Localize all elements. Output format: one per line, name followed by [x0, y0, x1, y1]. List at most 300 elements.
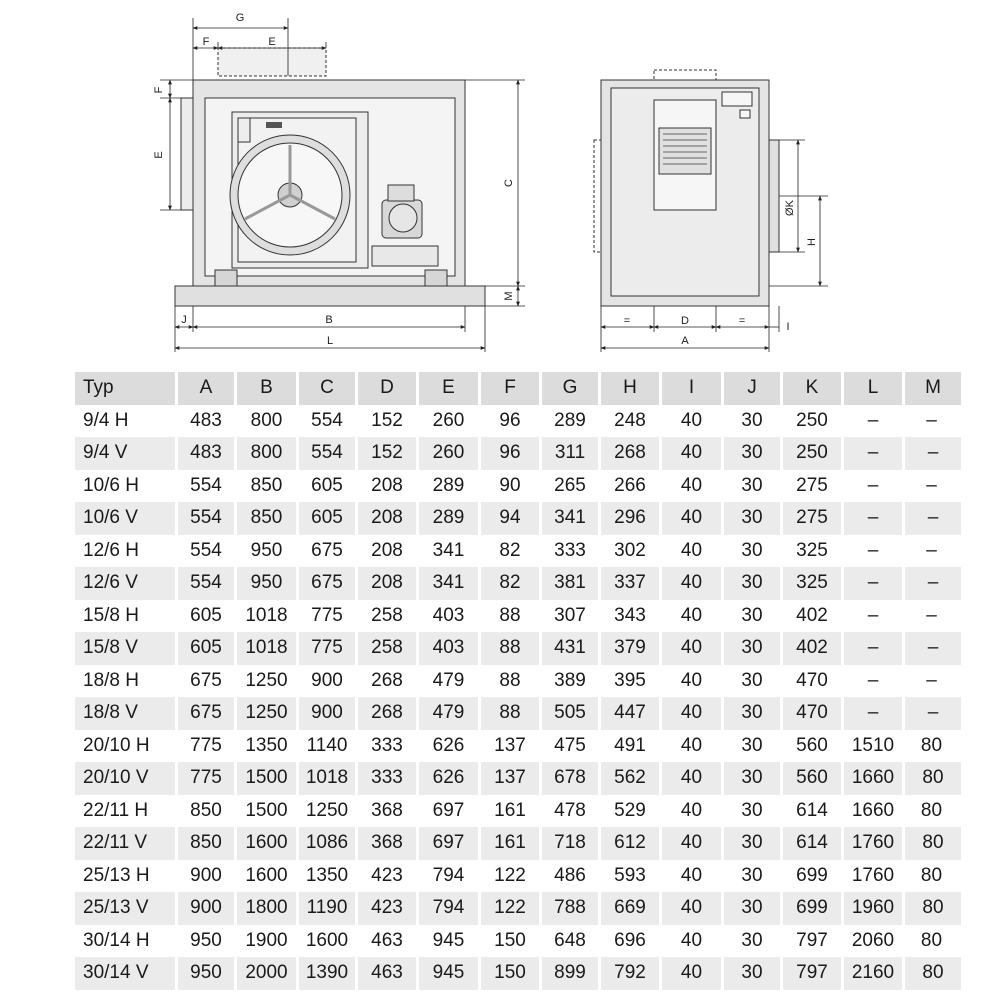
- table-cell: 1500: [245, 799, 288, 821]
- table-cell: 1660: [851, 799, 895, 821]
- table-cell: 258: [371, 604, 403, 626]
- table-cell: 505: [542, 697, 601, 730]
- table-cell: 289: [554, 409, 586, 431]
- table-cell: 800: [237, 437, 299, 470]
- table-cell-typ: 18/8 V: [75, 697, 178, 730]
- dim-label-F: F: [202, 36, 210, 48]
- table-cell: 268: [358, 697, 419, 730]
- table-cell: 82: [481, 567, 542, 600]
- table-row: [75, 795, 961, 828]
- table-cell: 626: [432, 734, 465, 756]
- top-outlet: [218, 48, 326, 76]
- table-cell: 311: [542, 437, 601, 470]
- table-cell: 30: [741, 474, 763, 496]
- table-cell: –: [867, 409, 879, 431]
- table-cell: 333: [358, 762, 419, 795]
- table-cell: 30: [741, 539, 763, 561]
- table-cell: –: [905, 567, 961, 600]
- dim-label-F-vertical: F: [153, 86, 165, 94]
- table-cell: 40: [662, 892, 724, 925]
- table-row: [75, 502, 961, 535]
- dim-label-B: B: [325, 314, 333, 326]
- table-cell: 697: [419, 827, 481, 860]
- table-cell: 40: [680, 409, 703, 431]
- table-cell: 2160: [844, 957, 905, 990]
- table-cell: 423: [371, 864, 403, 886]
- table-cell: 612: [601, 827, 662, 860]
- table-cell: –: [926, 474, 937, 496]
- table-cell: 341: [432, 539, 465, 561]
- table-cell: 208: [358, 502, 419, 535]
- table-cell: 80: [920, 799, 943, 821]
- table-cell: 900: [311, 669, 343, 691]
- table-cell: 40: [680, 669, 703, 691]
- table-cell: 788: [542, 892, 601, 925]
- table-cell: 30: [724, 502, 783, 535]
- table-cell: 605: [190, 604, 222, 626]
- table-cell: 94: [481, 502, 542, 535]
- table-row: [75, 535, 961, 568]
- table-cell: –: [867, 539, 879, 561]
- front-view: [594, 70, 779, 306]
- table-cell: 80: [920, 929, 943, 951]
- table-cell: 675: [178, 697, 237, 730]
- table-cell: 950: [178, 957, 237, 990]
- table-cell: 423: [358, 892, 419, 925]
- table-cell: 368: [358, 827, 419, 860]
- table-cell: 1250: [237, 697, 299, 730]
- column-header-a: A: [178, 372, 237, 405]
- table-cell: 88: [499, 604, 521, 626]
- table-cell: 289: [432, 474, 465, 496]
- dim-label-eq-left: =: [623, 315, 631, 327]
- table-cell: 40: [662, 632, 724, 665]
- table-cell: 1018: [237, 632, 299, 665]
- dim-label-J: J: [181, 314, 187, 326]
- table-cell: –: [905, 632, 961, 665]
- inlet-flange: [181, 98, 193, 210]
- table-cell: 699: [796, 864, 828, 886]
- table-cell: 675: [190, 669, 222, 691]
- table-cell: 560: [796, 734, 828, 756]
- table-cell: 325: [783, 567, 844, 600]
- table-cell: 402: [796, 604, 828, 626]
- table-cell: 463: [371, 929, 403, 951]
- table-cell: 554: [178, 567, 237, 600]
- dim-label-M: M: [503, 291, 515, 301]
- table-cell: 1660: [844, 762, 905, 795]
- table-cell: 554: [190, 474, 222, 496]
- table-cell: 30: [724, 957, 783, 990]
- table-cell-typ: 25/13 V: [75, 892, 178, 925]
- column-header-h: H: [601, 372, 662, 405]
- table-cell: 30: [724, 892, 783, 925]
- table-cell: 381: [542, 567, 601, 600]
- table-cell: 850: [178, 827, 237, 860]
- table-cell: 302: [614, 539, 646, 561]
- table-cell: –: [926, 539, 937, 561]
- table-cell: 605: [311, 474, 343, 496]
- table-cell: –: [844, 437, 905, 470]
- table-cell: 88: [481, 632, 542, 665]
- table-cell: 794: [432, 864, 465, 886]
- table-cell: 161: [494, 799, 526, 821]
- table-header-row: [75, 372, 961, 405]
- table-cell-typ: 9/4 V: [75, 437, 178, 470]
- table-cell: 483: [190, 409, 222, 431]
- table-cell: 605: [299, 502, 358, 535]
- table-cell: 82: [499, 539, 521, 561]
- table-cell: 945: [419, 957, 481, 990]
- column-header-c: C: [299, 372, 358, 405]
- table-cell: 325: [796, 539, 828, 561]
- table-cell: 80: [905, 762, 961, 795]
- table-cell: 161: [481, 827, 542, 860]
- table-row: [75, 470, 961, 503]
- table-cell: 479: [432, 669, 465, 691]
- table-row: [75, 437, 961, 470]
- table-cell-typ: 22/11 H: [83, 799, 149, 821]
- column-header-i: I: [662, 372, 724, 405]
- table-cell: 250: [796, 409, 828, 431]
- table-row: [75, 892, 961, 925]
- table-cell: 208: [371, 539, 403, 561]
- table-cell: 30: [724, 437, 783, 470]
- table-cell: 560: [783, 762, 844, 795]
- table-cell: 80: [905, 892, 961, 925]
- table-cell: 296: [601, 502, 662, 535]
- table-cell-typ: 9/4 H: [83, 409, 129, 431]
- table-cell: 562: [601, 762, 662, 795]
- table-cell: 403: [419, 632, 481, 665]
- table-cell-typ: 20/10 V: [75, 762, 178, 795]
- table-cell: 268: [371, 669, 403, 691]
- table-cell: –: [926, 604, 937, 626]
- table-cell: 1800: [237, 892, 299, 925]
- table-cell: 96: [481, 437, 542, 470]
- table-cell: 402: [783, 632, 844, 665]
- table-cell: 1250: [305, 799, 349, 821]
- table-cell: –: [926, 409, 937, 431]
- table-cell: 1760: [844, 827, 905, 860]
- table-cell: 40: [680, 539, 703, 561]
- table-cell: 122: [481, 892, 542, 925]
- table-row: [75, 730, 961, 763]
- column-header-m: M: [905, 372, 961, 405]
- table-cell: 1350: [305, 864, 349, 886]
- table-cell: 554: [190, 539, 222, 561]
- table-cell: 80: [905, 957, 961, 990]
- table-cell: 797: [796, 929, 828, 951]
- table-cell: 1600: [305, 929, 349, 951]
- table-row: [75, 697, 961, 730]
- table-row: [75, 762, 961, 795]
- dim-label-E: E: [268, 36, 276, 48]
- table-cell: 30: [741, 864, 763, 886]
- table-cell: 1350: [245, 734, 288, 756]
- table-cell: 307: [554, 604, 586, 626]
- table-cell: 368: [371, 799, 403, 821]
- table-cell: –: [867, 669, 879, 691]
- table-cell: 800: [250, 409, 283, 431]
- table-cell: 40: [662, 502, 724, 535]
- table-cell: 1900: [245, 929, 288, 951]
- table-cell: 491: [614, 734, 646, 756]
- table-cell: 90: [499, 474, 521, 496]
- table-cell: –: [844, 502, 905, 535]
- table-cell: 900: [299, 697, 358, 730]
- table-cell: 268: [601, 437, 662, 470]
- table-cell: 40: [662, 567, 724, 600]
- table-cell: 258: [358, 632, 419, 665]
- table-cell: 900: [178, 892, 237, 925]
- table-cell: 1600: [245, 864, 288, 886]
- column-header-b: B: [237, 372, 299, 405]
- dim-label-L: L: [326, 335, 334, 347]
- column-header-d: D: [358, 372, 419, 405]
- table-cell: 648: [554, 929, 586, 951]
- table-cell: 40: [662, 762, 724, 795]
- table-cell: 260: [432, 409, 465, 431]
- table-cell: 1190: [299, 892, 358, 925]
- table-cell: 30: [741, 799, 763, 821]
- table-cell: 152: [358, 437, 419, 470]
- table-cell: 554: [311, 409, 343, 431]
- side-view: [175, 48, 485, 306]
- table-cell: 475: [554, 734, 586, 756]
- column-header-typ: Typ: [75, 372, 178, 405]
- table-cell: 593: [614, 864, 646, 886]
- table-cell: 337: [601, 567, 662, 600]
- table-cell-typ: 20/10 H: [83, 734, 150, 756]
- table-cell: 40: [662, 957, 724, 990]
- dim-label-E-vertical: E: [153, 151, 165, 159]
- table-cell: 479: [419, 697, 481, 730]
- table-cell: 403: [432, 604, 465, 626]
- dim-label-eq-right: =: [738, 315, 746, 327]
- table-row: [75, 827, 961, 860]
- table-cell: 1500: [237, 762, 299, 795]
- table-cell: 96: [499, 409, 521, 431]
- table-cell: 30: [741, 734, 763, 756]
- table-cell: 718: [542, 827, 601, 860]
- column-header-f: F: [481, 372, 542, 405]
- table-cell: 379: [601, 632, 662, 665]
- table-cell: 431: [542, 632, 601, 665]
- table-cell: 1760: [851, 864, 895, 886]
- table-cell: 900: [190, 864, 222, 886]
- table-cell: 88: [481, 697, 542, 730]
- table-cell: 775: [299, 632, 358, 665]
- table-cell: 775: [311, 604, 343, 626]
- table-cell: 850: [250, 474, 283, 496]
- table-row: [75, 600, 961, 633]
- table-cell: 470: [796, 669, 828, 691]
- dim-label-A: A: [681, 335, 689, 347]
- table-cell: 341: [542, 502, 601, 535]
- table-cell: –: [905, 697, 961, 730]
- table-cell: 80: [920, 864, 943, 886]
- front-top-outlet: [654, 70, 716, 80]
- side-base: [175, 286, 485, 306]
- table-row: [75, 925, 961, 958]
- table-cell-typ: 25/13 H: [83, 864, 150, 886]
- table-cell: 775: [190, 734, 222, 756]
- table-row: [75, 860, 961, 893]
- dim-label-G: G: [235, 12, 245, 24]
- table-cell: 554: [299, 437, 358, 470]
- table-cell: 850: [190, 799, 222, 821]
- table-cell: 1250: [245, 669, 288, 691]
- table-cell: 80: [920, 734, 943, 756]
- dim-label-C: C: [503, 179, 515, 187]
- column-header-j: J: [724, 372, 783, 405]
- table-cell: –: [926, 669, 937, 691]
- table-cell: 80: [905, 827, 961, 860]
- table-cell: 699: [783, 892, 844, 925]
- column-header-e: E: [419, 372, 481, 405]
- table-cell: 1510: [851, 734, 895, 756]
- table-cell: 137: [494, 734, 526, 756]
- table-cell: 40: [662, 827, 724, 860]
- table-cell: 697: [432, 799, 465, 821]
- table-cell: 1018: [245, 604, 288, 626]
- table-cell: 40: [680, 734, 703, 756]
- table-row: [75, 632, 961, 665]
- table-cell: 614: [796, 799, 828, 821]
- table-cell: 675: [299, 567, 358, 600]
- table-cell-typ: 10/6 H: [83, 474, 139, 496]
- table-cell: –: [905, 437, 961, 470]
- table-cell: 40: [680, 929, 703, 951]
- table-cell: 470: [783, 697, 844, 730]
- table-cell: 1390: [299, 957, 358, 990]
- column-header-g: G: [542, 372, 601, 405]
- table-cell: 483: [178, 437, 237, 470]
- table-cell: 333: [554, 539, 586, 561]
- table-cell: –: [867, 474, 879, 496]
- table-cell: 266: [614, 474, 646, 496]
- table-cell: 152: [371, 409, 403, 431]
- table-cell: 678: [542, 762, 601, 795]
- table-cell: 478: [554, 799, 586, 821]
- table-cell: 675: [311, 539, 343, 561]
- table-cell: 1018: [299, 762, 358, 795]
- table-cell: –: [844, 697, 905, 730]
- table-cell-typ: 22/11 V: [75, 827, 178, 860]
- table-cell: 605: [178, 632, 237, 665]
- table-cell: 950: [250, 539, 283, 561]
- table-cell: 389: [554, 669, 586, 691]
- front-left-inlet: [594, 140, 601, 252]
- table-cell: 208: [371, 474, 403, 496]
- table-cell: 1600: [237, 827, 299, 860]
- table-cell: 899: [542, 957, 601, 990]
- table-cell: 463: [358, 957, 419, 990]
- table-cell: 88: [499, 669, 521, 691]
- table-cell: 208: [358, 567, 419, 600]
- table-cell-typ: 10/6 V: [75, 502, 178, 535]
- table-cell: 30: [724, 762, 783, 795]
- table-body: [75, 405, 961, 990]
- table-cell: –: [905, 502, 961, 535]
- column-header-k: K: [783, 372, 844, 405]
- table-cell: 2060: [851, 929, 895, 951]
- table-cell: 850: [237, 502, 299, 535]
- table-cell: 40: [680, 799, 703, 821]
- table-cell: 945: [432, 929, 465, 951]
- front-right-flange: [769, 140, 779, 252]
- dim-label-phiK: ØK: [784, 200, 796, 216]
- table-cell: 797: [783, 957, 844, 990]
- table-cell: 30: [724, 827, 783, 860]
- table-cell: 554: [178, 502, 237, 535]
- table-cell-typ: 12/6 H: [83, 539, 139, 561]
- table-cell: –: [867, 604, 879, 626]
- table-cell: 1960: [844, 892, 905, 925]
- table-cell: 333: [371, 734, 403, 756]
- table-cell: 950: [237, 567, 299, 600]
- table-cell: 275: [783, 502, 844, 535]
- table-cell: 150: [494, 929, 526, 951]
- table-cell: 30: [741, 604, 763, 626]
- dimension-table: [75, 372, 961, 990]
- table-cell: 794: [419, 892, 481, 925]
- dim-label-I: I: [786, 321, 790, 333]
- table-cell: 40: [662, 437, 724, 470]
- table-cell: 341: [419, 567, 481, 600]
- table-cell-typ: 30/14 V: [75, 957, 178, 990]
- column-header-l: L: [844, 372, 905, 405]
- table-cell: 30: [741, 409, 763, 431]
- table-cell: 30: [724, 567, 783, 600]
- table-cell: 395: [614, 669, 646, 691]
- table-cell: 150: [481, 957, 542, 990]
- table-cell-typ: 15/8 V: [75, 632, 178, 665]
- table-cell: 137: [481, 762, 542, 795]
- table-cell: 40: [680, 604, 703, 626]
- table-cell: 40: [680, 864, 703, 886]
- table-cell: 486: [554, 864, 586, 886]
- table-cell: 614: [783, 827, 844, 860]
- table-cell: 30: [741, 669, 763, 691]
- technical-drawing: [0, 0, 1000, 360]
- dim-label-H: H: [806, 238, 818, 246]
- table-cell: 343: [614, 604, 646, 626]
- table-cell: 1140: [306, 734, 348, 756]
- table-cell: 775: [178, 762, 237, 795]
- dim-label-D: D: [681, 315, 689, 327]
- table-cell: 122: [494, 864, 526, 886]
- table-cell: 447: [601, 697, 662, 730]
- table-cell: 30: [724, 632, 783, 665]
- table-cell-typ: 12/6 V: [75, 567, 178, 600]
- motor-end: [389, 204, 417, 232]
- table-cell: 275: [796, 474, 828, 496]
- table-row: [75, 665, 961, 698]
- table-row: [75, 567, 961, 600]
- table-cell-typ: 30/14 H: [83, 929, 150, 951]
- table-cell: 950: [190, 929, 222, 951]
- table-cell: 30: [724, 697, 783, 730]
- table-cell: 1086: [299, 827, 358, 860]
- table-cell-typ: 18/8 H: [83, 669, 139, 691]
- table-cell: 250: [783, 437, 844, 470]
- table-cell-typ: 15/8 H: [83, 604, 139, 626]
- table-cell: 289: [419, 502, 481, 535]
- table-cell: 792: [601, 957, 662, 990]
- table-cell: 40: [662, 697, 724, 730]
